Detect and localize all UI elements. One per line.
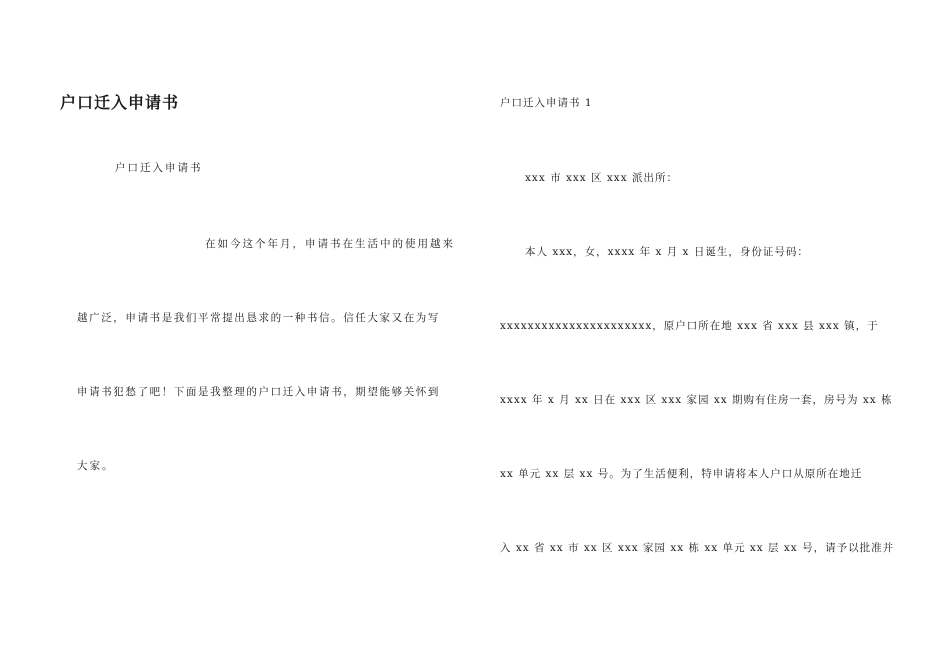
right-paragraph-line: xxxxxxxxxxxxxxxxxxxxxx，原户口所在地 xxx 省 xxx 县 xxx 镇，于 xyxy=(500,320,879,332)
left-paragraph-line: 申请书犯愁了吧！下面是我整理的户口迁入申请书，期望能够关怀到 xyxy=(77,386,440,398)
right-heading: 户口迁入申请书 1 xyxy=(500,97,593,109)
left-paragraph-line: 越广泛，申请书是我们平常提出恳求的一种书信。信任大家又在为写 xyxy=(77,312,440,324)
document-title: 户口迁入申请书 xyxy=(60,93,180,112)
right-paragraph-line: 本人 xxx，女，xxxx 年 x 月 x 日诞生，身份证号码： xyxy=(525,246,809,258)
left-subtitle: 户口迁入申请书 xyxy=(115,162,203,174)
right-addressee: xxx 市 xxx 区 xxx 派出所： xyxy=(525,172,678,184)
left-paragraph-line: 大家。 xyxy=(77,460,115,472)
right-paragraph-line: 入 xx 省 xx 市 xx 区 xxx 家园 xx 栋 xx 单元 xx 层 xx 号，请予以批准并 xyxy=(500,542,895,554)
left-paragraph-line: 在如今这个年月，申请书在生活中的使用越来 xyxy=(205,238,455,250)
right-paragraph-line: xx 单元 xx 层 xx 号。为了生活便利，特申请将本人户口从原所在地迁 xyxy=(500,468,863,480)
right-paragraph-line: xxxx 年 x 月 xx 日在 xxx 区 xxx 家园 xx 期购有住房一套，房号为 xx 栋 xyxy=(500,394,893,406)
